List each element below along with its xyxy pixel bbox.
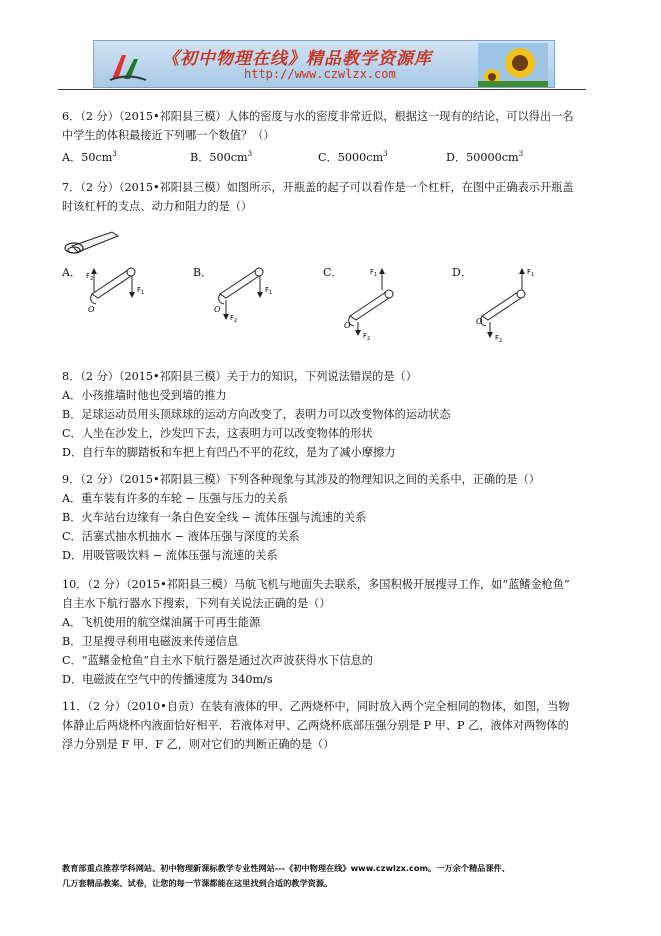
question-8-option-d: D．自行车的脚踏板和车把上有凹凸不平的花纹，是为了减小摩擦力 — [62, 446, 396, 459]
svg-text:O: O — [214, 305, 221, 314]
question-8-stem: 8．（2 分）（2015•祁阳县三模）关于力的知识，下列说法错误的是（） — [62, 370, 417, 383]
question-6-option-b: B．$500cm^3$ — [190, 150, 253, 164]
svg-text:F1: $F_1$ — [527, 268, 535, 278]
footer-line1: 教育部重点推荐学科网站、初中物理新课标教学专业性网站---《初中物理在线》www.czwlzx.com。一万余个精品课件、 — [62, 863, 510, 873]
header-rule — [58, 89, 586, 90]
banner-url: http://www.czwlzx.com — [244, 67, 396, 81]
svg-text:O: O — [476, 317, 483, 326]
question-7 — [62, 178, 592, 216]
lever-diagram-d — [470, 262, 550, 342]
lever-diagram-a — [80, 262, 160, 322]
question-7-option-c-label: C． — [323, 266, 343, 279]
question-10-option-d: D．电磁波在空气中的传播速度为 340m/s — [62, 673, 273, 686]
question-10-option-c: C．“蓝鳍金枪鱼”自主水下航行器是通过次声波获得水下信息的 — [62, 654, 373, 667]
question-9 — [62, 470, 592, 565]
svg-text:F2: $F_2$ — [363, 332, 371, 340]
question-9-option-d: D．用吸管吸饮料 − 流体压强与流速的关系 — [62, 549, 278, 562]
svg-text:O: O — [88, 305, 95, 314]
question-10-option-b: B．卫星搜寻利用电磁波来传递信息 — [62, 635, 239, 648]
lever-diagram-c — [338, 262, 418, 340]
lever-diagram-b — [208, 262, 288, 324]
question-11 — [62, 697, 592, 754]
banner-title: 《初中物理在线》精品教学资源库 — [162, 49, 432, 69]
header-banner — [93, 40, 555, 88]
question-6-stem-line2: 中学生的体积最接近下列哪一个数值？（） — [62, 129, 275, 142]
question-11-stem-line2: 体静止后两烧杯内液面恰好相平．若液体对甲、乙两烧杯底部压强分别是 P 甲、P 乙，液体对两物体的 — [62, 719, 569, 732]
svg-text:F2: $F_2$ — [230, 314, 238, 324]
question-6-option-d: D．$50000cm^3$ — [446, 150, 524, 164]
svg-text:F1: $F_1$ — [265, 286, 273, 296]
question-8-option-c: C．人坐在沙发上，沙发凹下去，这表明力可以改变物体的形状 — [62, 427, 373, 440]
site-logo-icon — [108, 49, 148, 83]
svg-text:F1: $F_1$ — [137, 286, 145, 296]
question-10-option-a: A．飞机使用的航空煤油属于可再生能源 — [62, 616, 261, 629]
question-7-option-b-label: B． — [193, 266, 213, 279]
svg-text:O: O — [344, 321, 351, 330]
question-10 — [62, 575, 592, 689]
question-11-stem-line3: 浮力分别是 F 甲、F 乙，则对它们的判断正确的是（） — [62, 738, 335, 751]
page-footer — [62, 861, 602, 891]
svg-text:F2: $F_2$ — [495, 334, 503, 342]
question-9-option-c: C．活塞式抽水机抽水 − 液体压强与深度的关系 — [62, 530, 300, 543]
question-10-stem-line1: 10．（2 分）（2015•祁阳县三模）马航飞机与地面失去联系，多国积极开展搜寻工作，如“蓝鳍金枪鱼” — [62, 578, 570, 591]
question-7-option-d-label: D． — [452, 266, 472, 279]
question-8-option-a: A．小孩推墙时他也受到墙的推力 — [62, 389, 227, 402]
question-6-option-c: C．$5000cm^3$ — [318, 150, 388, 164]
question-11-stem-line1: 11．（2 分）（2010•自贡）在装有液体的甲、乙两烧杯中，同时放入两个完全相同的物体，如图，当物 — [62, 700, 570, 713]
question-6-stem-line1: 6．（2 分）（2015•祁阳县三模）人体的密度与水的密度非常近似，根据这一现有的结论，可以得出一名 — [62, 110, 574, 123]
question-8 — [62, 367, 592, 462]
question-8-option-b: B．足球运动员用头顶球球的运动方向改变了，表明力可以改变物体的运动状态 — [62, 408, 451, 421]
question-7-option-a-label: A． — [62, 266, 81, 279]
sunflower-image — [478, 43, 548, 87]
question-7-stem-line2: 时该杠杆的支点、动力和阻力的是（） — [62, 200, 253, 213]
question-9-stem: 9．（2 分）（2015•祁阳县三模）下列各种现象与其涉及的物理知识之间的关系中，正确的是（） — [62, 473, 540, 486]
question-6-options — [62, 145, 592, 167]
bottle-opener-image — [62, 228, 124, 258]
svg-text:F1: $F_1$ — [370, 268, 378, 278]
question-7-stem-line1: 7．（2 分）（2015•祁阳县三模）如图所示，开瓶盖的起子可以看作是一个杠杆，在图中正确表示开瓶盖 — [62, 181, 574, 194]
question-10-stem-line2: 自主水下航行器水下搜索，下列有关说法正确的是（） — [62, 597, 331, 610]
question-9-option-b: B．火车站台边缘有一条白色安全线 − 流体压强与流速的关系 — [62, 511, 367, 524]
footer-line2: 几万套精品教案、试卷，让您的每一节课都能在这里找到合适的教学资源。 — [62, 878, 333, 888]
question-6-option-a: A．$50cm^3$ — [62, 150, 117, 164]
question-9-option-a: A．重车装有许多的车轮 − 压强与压力的关系 — [62, 492, 288, 505]
question-6 — [62, 107, 592, 167]
svg-text:F2: $F_2$ — [86, 272, 94, 282]
